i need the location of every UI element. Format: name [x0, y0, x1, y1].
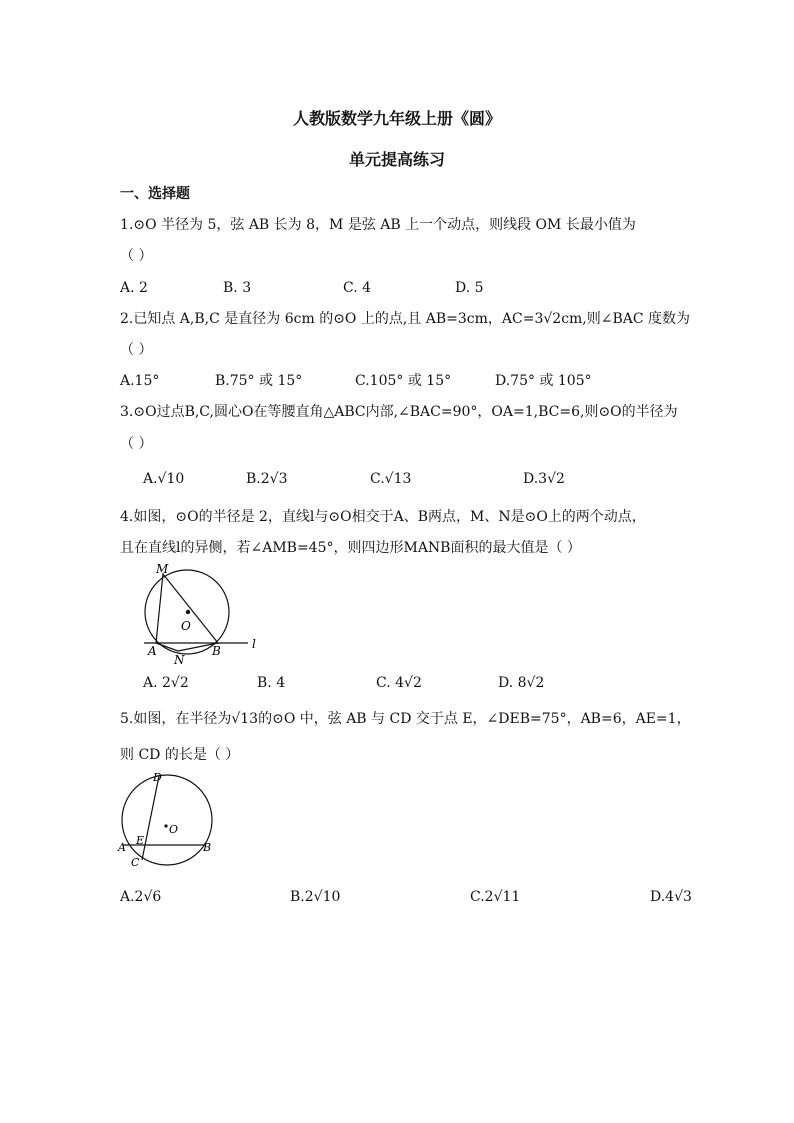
- section-heading: 一、选择题: [120, 186, 190, 202]
- circle-o: [122, 775, 212, 865]
- label-e: E: [136, 834, 145, 847]
- question-5-stem-line1: 5.如图，在半径为√13的⊙O 中，弦 AB 与 CD 交于点 E，∠DEB=75°，AB=6，AE=1，: [120, 711, 691, 727]
- center-point: [186, 610, 190, 614]
- question-2-option-c: C.105° 或 15°: [355, 373, 452, 389]
- question-5-stem-line2: 则 CD 的长是（ ）: [120, 747, 240, 763]
- question-1-stem: 1.⊙O 半径为 5，弦 AB 长为 8，M 是弦 AB 上一个动点，则线段 OM 长最小值为: [120, 217, 636, 233]
- question-1-option-a: A. 2: [120, 280, 148, 296]
- label-d: D: [153, 771, 162, 784]
- question-4-figure: [138, 560, 268, 668]
- question-5-option-a: A.2√6: [120, 889, 162, 905]
- question-3-stem: 3.⊙O过点B,C,圆心O在等腰直角△ABC内部,∠BAC=90°，OA=1,BC=6,则⊙O的半径为: [120, 404, 678, 420]
- triangle-anb: [156, 643, 218, 651]
- question-4-stem-line2: 且在直线l的异侧，若∠AMB=45°，则四边形MANB面积的最大值是（ ）: [120, 540, 581, 556]
- chord-cd: [142, 776, 159, 860]
- question-4-option-a: A. 2√2: [143, 675, 189, 691]
- question-3-option-a: A.√10: [143, 471, 185, 487]
- label-b: B: [212, 644, 221, 658]
- question-2-stem: 2.已知点 A,B,C 是直径为 6cm 的⊙O 上的点,且 AB=3cm，AC=3√2cm,则∠BAC 度数为: [120, 311, 691, 327]
- label-c: C: [131, 856, 140, 869]
- label-n: N: [174, 653, 185, 667]
- label-b: B: [203, 841, 212, 854]
- label-m: M: [156, 562, 169, 576]
- question-3-option-c: C.√13: [370, 471, 412, 487]
- question-1-option-c: C. 4: [343, 280, 372, 296]
- question-1-option-b: B. 3: [223, 280, 252, 296]
- question-3-paren: （ ）: [120, 436, 153, 452]
- question-2-paren: （ ）: [120, 342, 153, 358]
- question-2-option-d: D.75° 或 105°: [495, 373, 592, 389]
- question-1-paren: （ ）: [120, 248, 153, 264]
- question-2-option-b: B.75° 或 15°: [215, 373, 303, 389]
- question-5-option-c: C.2√11: [470, 889, 521, 905]
- question-4-stem-line1: 4.如图，⊙O的半径是 2，直线l与⊙O相交于A、B两点，M、N是⊙O上的两个动点，: [120, 509, 646, 525]
- label-a: A: [118, 841, 126, 854]
- question-4-option-d: D. 8√2: [498, 675, 545, 691]
- center-point: [164, 824, 167, 827]
- question-4-option-c: C. 4√2: [376, 675, 422, 691]
- question-3-option-b: B.2√3: [246, 471, 288, 487]
- question-5-figure: [115, 770, 220, 870]
- label-o: O: [181, 619, 191, 633]
- label-l: l: [252, 637, 256, 651]
- label-o: O: [169, 823, 179, 836]
- question-4-option-b: B. 4: [257, 675, 286, 691]
- question-3-option-d: D.3√2: [523, 471, 565, 487]
- question-5-option-b: B.2√10: [290, 889, 341, 905]
- question-2-option-a: A.15°: [120, 373, 160, 389]
- label-a: A: [148, 644, 157, 658]
- page-title: 人教版数学九年级上册《圆》: [292, 109, 501, 128]
- question-5-option-d: D.4√3: [650, 889, 692, 905]
- question-1-option-d: D. 5: [455, 280, 484, 296]
- page-subtitle: 单元提高练习: [348, 150, 445, 169]
